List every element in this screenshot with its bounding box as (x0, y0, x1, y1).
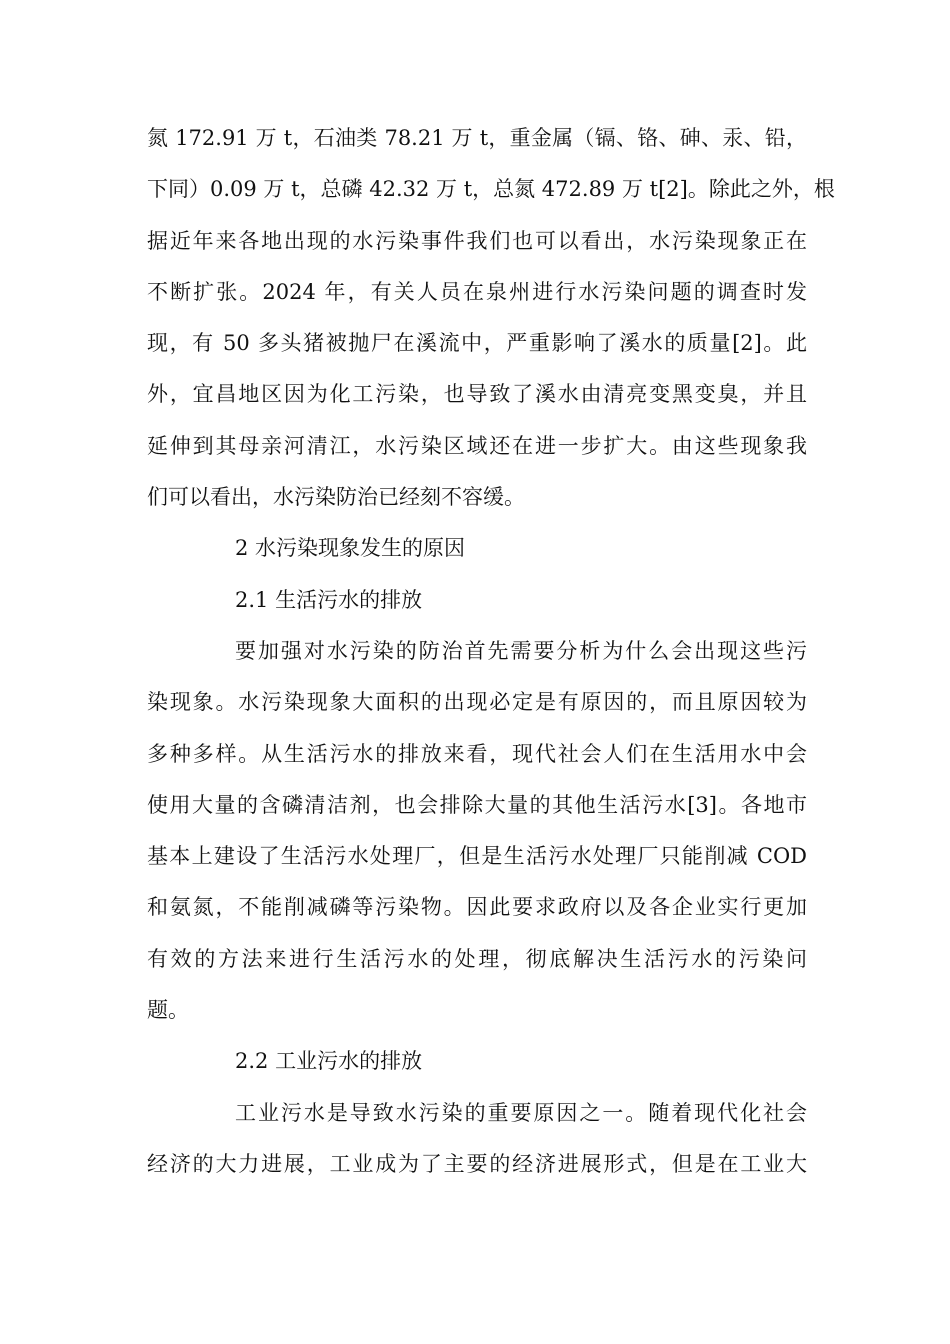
text-line: 下同）0.09 万 t，总磷 42.32 万 t，总氮 472.89 万 t[2]。除此之外，根 (147, 177, 835, 202)
section-heading-2-2: 2.2 工业污水的排放 (235, 1049, 423, 1074)
text-line: 基本上建设了生活污水处理厂，但是生活污水处理厂只能削减 COD (147, 844, 807, 869)
text-line: 现，有 50 多头猪被抛尸在溪流中，严重影响了溪水的质量[2]。此 (147, 331, 807, 356)
text-line: 和氨氮，不能削减磷等污染物。因此要求政府以及各企业实行更加 (147, 895, 807, 920)
text-line: 外，宜昌地区因为化工污染，也导致了溪水由清亮变黑变臭，并且 (147, 382, 807, 407)
section-heading-2-1: 2.1 生活污水的排放 (235, 587, 423, 612)
text-line: 们可以看出，水污染防治已经刻不容缓。 (147, 485, 525, 510)
text-line: 有效的方法来进行生活污水的处理，彻底解决生活污水的污染问 (147, 946, 807, 971)
text-line: 要加强对水污染的防治首先需要分析为什么会出现这些污 (235, 638, 807, 663)
text-line: 不断扩张。2024 年，有关人员在泉州进行水污染问题的调查时发 (147, 279, 807, 304)
text-line: 染现象。水污染现象大面积的出现必定是有原因的，而且原因较为 (147, 690, 807, 715)
text-line: 多种多样。从生活污水的排放来看，现代社会人们在生活用水中会 (147, 741, 807, 766)
text-line: 工业污水是导致水污染的重要原因之一。随着现代化社会 (235, 1100, 807, 1125)
text-line: 题。 (147, 998, 189, 1023)
paragraph-intro (147, 113, 835, 523)
text-line: 氮 172.91 万 t，石油类 78.21 万 t，重金属（镉、铬、砷、汞、铅， (147, 126, 807, 150)
paragraph-domestic-sewage (147, 626, 807, 1036)
section-heading-2: 2 水污染现象发生的原因 (235, 536, 466, 561)
text-line: 据近年来各地出现的水污染事件我们也可以看出，水污染现象正在 (147, 228, 807, 253)
document-body (147, 113, 835, 1190)
text-line: 使用大量的含磷清洁剂，也会排除大量的其他生活污水[3]。各地市 (147, 792, 807, 817)
text-line: 延伸到其母亲河清江，水污染区域还在进一步扩大。由这些现象我 (147, 433, 807, 458)
paragraph-industrial-sewage (147, 1088, 807, 1191)
text-line: 经济的大力进展，工业成为了主要的经济进展形式，但是在工业大 (147, 1151, 807, 1176)
